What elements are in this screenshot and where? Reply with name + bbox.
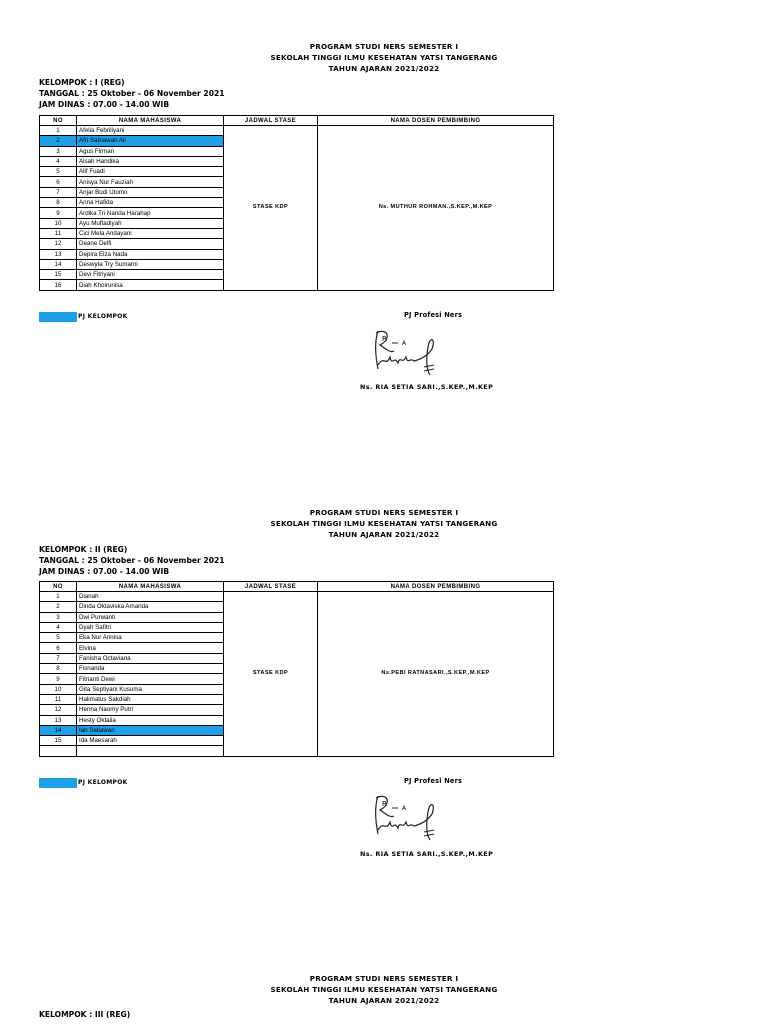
student-name: Fitrianti Dewi [77,674,224,684]
student-no: 11 [40,228,77,238]
svg-text:A: A [402,340,407,347]
dosen-pembimbing-cell: Ns.PEBI RATNASARI.,S.KEP.,M.KEP [318,592,554,757]
jam-dinas-label: JAM DINAS : 07.00 - 14.00 WIB [39,567,170,576]
academic-year: TAHUN AJARAN 2021/2022 [328,64,440,73]
student-name: Anjar Budi Utomo [77,187,224,197]
student-name: Deswyta Try Sumarni [77,259,224,269]
col-no: NO [40,582,77,592]
col-dosen: NAMA DOSEN PEMBIMBING [318,582,554,592]
student-name: Deane Delfi [77,239,224,249]
student-name: Devi Fitriyani [77,270,224,280]
signature-image [366,325,456,381]
pj-profesi-label: PJ Profesi Ners [404,311,463,319]
col-dosen: NAMA DOSEN PEMBIMBING [318,116,554,126]
col-nama: NAMA MAHASISWA [77,116,224,126]
group2-roster-table [39,581,554,757]
student-no: 15 [40,736,77,746]
student-name: Afelia Febriliyani [77,126,224,136]
student-name: Alif Fuadi [77,167,224,177]
student-name: Dyah Safitri [77,622,224,632]
group1-roster-table [39,115,554,291]
student-name: Ayu Muftadiyah [77,218,224,228]
student-no: 12 [40,705,77,715]
kelompok-label: KELOMPOK : I (REG) [39,78,125,87]
pj-kelompok-label: PJ KELOMPOK [78,313,128,320]
student-no: 8 [40,664,77,674]
student-no: 2 [40,136,77,146]
pj-kelompok-swatch [39,312,77,322]
student-name: Dinda Oktaviska Amanda [77,602,224,612]
table-header-row [40,582,554,592]
student-no: 3 [40,612,77,622]
student-name: Cici Mela Andayani [77,228,224,238]
student-no: 5 [40,633,77,643]
kelompok-label: KELOMPOK : III (REG) [39,1010,131,1019]
student-name: Hesty Oktalia [77,715,224,725]
table-row [40,592,554,602]
student-name: Dianah [77,592,224,602]
student-no: 5 [40,167,77,177]
student-name: Ardika Tri Nanda Harahap [77,208,224,218]
student-no: 2 [40,602,77,612]
student-no: 1 [40,126,77,136]
pj-profesi-label: PJ Profesi Ners [404,777,463,785]
institution-title: SEKOLAH TINGGI ILMU KESEHATAN YATSI TANGERANG [270,519,498,528]
student-no: 7 [40,653,77,663]
student-no: 9 [40,674,77,684]
svg-text:R: R [382,800,387,808]
col-nama: NAMA MAHASISWA [77,582,224,592]
jadwal-stase-cell: STASE KDP [224,592,318,757]
signature-image [366,790,456,846]
dosen-pembimbing-cell: Ns. MUTHUR ROHMAN.,S.KEP.,M.KEP [318,126,554,291]
student-name: Afri Satriawan Ali [77,136,224,146]
student-no: 10 [40,684,77,694]
program-title: PROGRAM STUDI NERS SEMESTER I [309,974,459,983]
institution-title: SEKOLAH TINGGI ILMU KESEHATAN YATSI TANGERANG [270,985,498,994]
table-header-row [40,116,554,126]
student-name: Diah Khoirunisa [77,280,224,290]
student-name: Halimatus Sakdiah [77,694,224,704]
student-name: Fanisha Octaviana [77,653,224,663]
jam-dinas-label: JAM DINAS : 07.00 - 14.00 WIB [39,100,170,109]
student-no: 8 [40,198,77,208]
group3-meta [39,1009,130,1020]
student-no: 1 [40,592,77,602]
signer-name: Ns. RIA SETIA SARI.,S.KEP.,M.KEP [360,383,494,391]
academic-year: TAHUN AJARAN 2021/2022 [328,996,440,1005]
institution-title: SEKOLAH TINGGI ILMU KESEHATAN YATSI TANGERANG [270,53,498,62]
student-name: Dwi Purwanti [77,612,224,622]
student-name: Anisya Nur Fauziah [77,177,224,187]
group1-meta [39,77,225,110]
svg-text:A: A [402,805,407,812]
student-name: Anna Hafida [77,198,224,208]
student-name: Gita Septiyani Kusuma [77,684,224,694]
student-no: 4 [40,156,77,166]
table-row [40,126,554,136]
student-no: 13 [40,715,77,725]
student-no: 14 [40,725,77,735]
student-no: 3 [40,146,77,156]
student-no: 13 [40,249,77,259]
jadwal-stase-cell: STASE KDP [224,126,318,291]
student-no: 14 [40,259,77,269]
student-no: 6 [40,643,77,653]
pj-kelompok-swatch [39,778,77,788]
group1-rows [40,126,554,291]
tanggal-label: TANGGAL : 25 Oktober - 06 November 2021 [39,89,225,98]
student-name: Aisah Handika [77,156,224,166]
col-no: NO [40,116,77,126]
student-name: Depira Elza Nada [77,249,224,259]
student-name: Fisnanda [77,664,224,674]
student-no: 11 [40,694,77,704]
student-no: 16 [40,280,77,290]
student-no: 7 [40,187,77,197]
student-no: 10 [40,218,77,228]
student-name: Agus Firman [77,146,224,156]
svg-text:R: R [382,335,387,343]
kelompok-label: KELOMPOK : II (REG) [39,545,128,554]
signer-name: Ns. RIA SETIA SARI.,S.KEP.,M.KEP [360,850,494,858]
student-no: 4 [40,622,77,632]
group2-rows [40,592,554,757]
student-no [40,746,77,756]
student-no: 6 [40,177,77,187]
student-name: Ian Setiawan [77,725,224,735]
pj-kelompok-label: PJ KELOMPOK [78,779,128,786]
col-jadwal: JADWAL STASE [224,116,318,126]
tanggal-label: TANGGAL : 25 Oktober - 06 November 2021 [39,556,225,565]
academic-year: TAHUN AJARAN 2021/2022 [328,530,440,539]
program-title: PROGRAM STUDI NERS SEMESTER I [309,42,459,51]
student-name: Henna Naomy Putri [77,705,224,715]
col-jadwal: JADWAL STASE [224,582,318,592]
group1-header [0,41,768,74]
student-name: Ida Maesarah [77,736,224,746]
student-name: Elvina [77,643,224,653]
group2-meta [39,544,225,577]
group3-header [0,973,768,1006]
student-name: Eka Nur Annisa [77,633,224,643]
student-name [77,746,224,756]
group2-header [0,507,768,540]
program-title: PROGRAM STUDI NERS SEMESTER I [309,508,459,517]
student-no: 12 [40,239,77,249]
student-no: 9 [40,208,77,218]
student-no: 15 [40,270,77,280]
